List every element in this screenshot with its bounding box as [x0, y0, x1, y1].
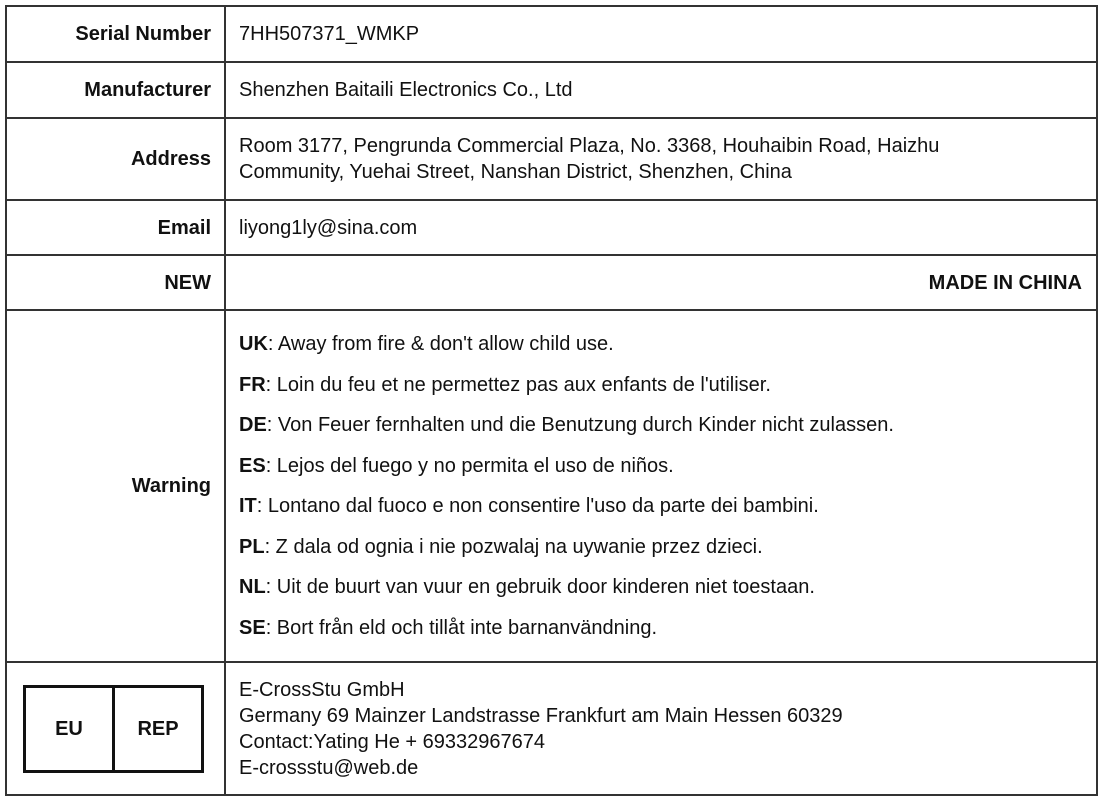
warning-text: : Uit de buurt van vuur en gebruik door kinderen niet toestaan.	[265, 576, 815, 598]
eu-rep-badge	[23, 685, 204, 773]
manufacturer-value: Shenzhen Baitaili Electronics Co., Ltd	[225, 62, 1097, 118]
address-value	[225, 118, 1097, 200]
serial-number-row	[6, 6, 1097, 62]
warning-item-pl	[239, 527, 1096, 568]
condition-label: NEW	[6, 255, 225, 310]
eu-rep-email: E-crossstu@web.de	[239, 756, 419, 779]
warning-item-nl	[239, 567, 1096, 608]
warning-item-se	[239, 608, 1096, 649]
warning-item-uk	[239, 324, 1096, 365]
condition-row	[6, 255, 1097, 310]
warning-code: NL	[239, 576, 266, 598]
warning-text: : Z dala od ognia i nie pozwalaj na uywanie przez dzieci.	[264, 535, 763, 558]
warning-text: : Bort från eld och tillåt inte barnanvändning.	[265, 616, 658, 639]
warning-text: : Lontano dal fuoco e non consentire l'uso da parte dei bambini.	[256, 495, 819, 517]
eu-rep-company: E-CrossStu GmbH	[239, 678, 405, 701]
rep-badge-text: REP	[112, 688, 201, 770]
warning-text: : Loin du feu et ne permettez pas aux enfants de l'utiliser.	[265, 373, 771, 396]
email-value: liyong1ly@sina.com	[225, 200, 1097, 255]
warning-item-de	[239, 405, 1096, 446]
warning-code: IT	[239, 495, 257, 517]
manufacturer-row	[6, 62, 1097, 118]
warning-row	[6, 310, 1097, 662]
eu-rep-details	[225, 662, 1097, 795]
warning-code: SE	[239, 616, 266, 639]
address-label: Address	[6, 118, 225, 200]
eu-rep-contact: Contact:Yating He + 69332967674	[239, 730, 545, 753]
warning-text: : Away from fire & don't allow child use.	[267, 333, 614, 355]
email-label: Email	[6, 200, 225, 255]
warning-code: UK	[239, 333, 268, 355]
warning-code: DE	[239, 414, 267, 436]
manufacturer-label: Manufacturer	[6, 62, 225, 118]
address-line-1: Room 3177, Pengrunda Commercial Plaza, No. 3368, Houhaibin Road, Haizhu	[239, 135, 940, 157]
warning-item-es	[239, 446, 1096, 487]
warning-code: FR	[239, 373, 266, 396]
warning-content	[225, 310, 1097, 662]
serial-number-value: 7HH507371_WMKP	[225, 6, 1097, 62]
eu-badge-text: EU	[55, 717, 83, 740]
email-row	[6, 200, 1097, 255]
eu-rep-badge-cell	[6, 662, 225, 795]
address-row	[6, 118, 1097, 200]
warning-label: Warning	[6, 310, 225, 662]
warning-item-fr	[239, 365, 1096, 406]
warning-text: : Von Feuer fernhalten und die Benutzung durch Kinder nicht zulassen.	[266, 414, 894, 436]
warning-text: : Lejos del fuego y no permita el uso de niños.	[265, 454, 674, 477]
eu-rep-address: Germany 69 Mainzer Landstrasse Frankfurt am Main Hessen 60329	[239, 704, 843, 727]
eu-rep-row	[6, 662, 1097, 795]
warning-code: ES	[239, 454, 266, 477]
warning-item-it	[239, 486, 1096, 527]
address-line-2: Community, Yuehai Street, Nanshan District, Shenzhen, China	[239, 161, 792, 183]
product-info-table	[5, 5, 1098, 796]
warning-code: PL	[239, 535, 265, 558]
warning-list	[239, 324, 1096, 648]
serial-number-label: Serial Number	[6, 6, 225, 62]
origin-value: MADE IN CHINA	[225, 255, 1097, 310]
